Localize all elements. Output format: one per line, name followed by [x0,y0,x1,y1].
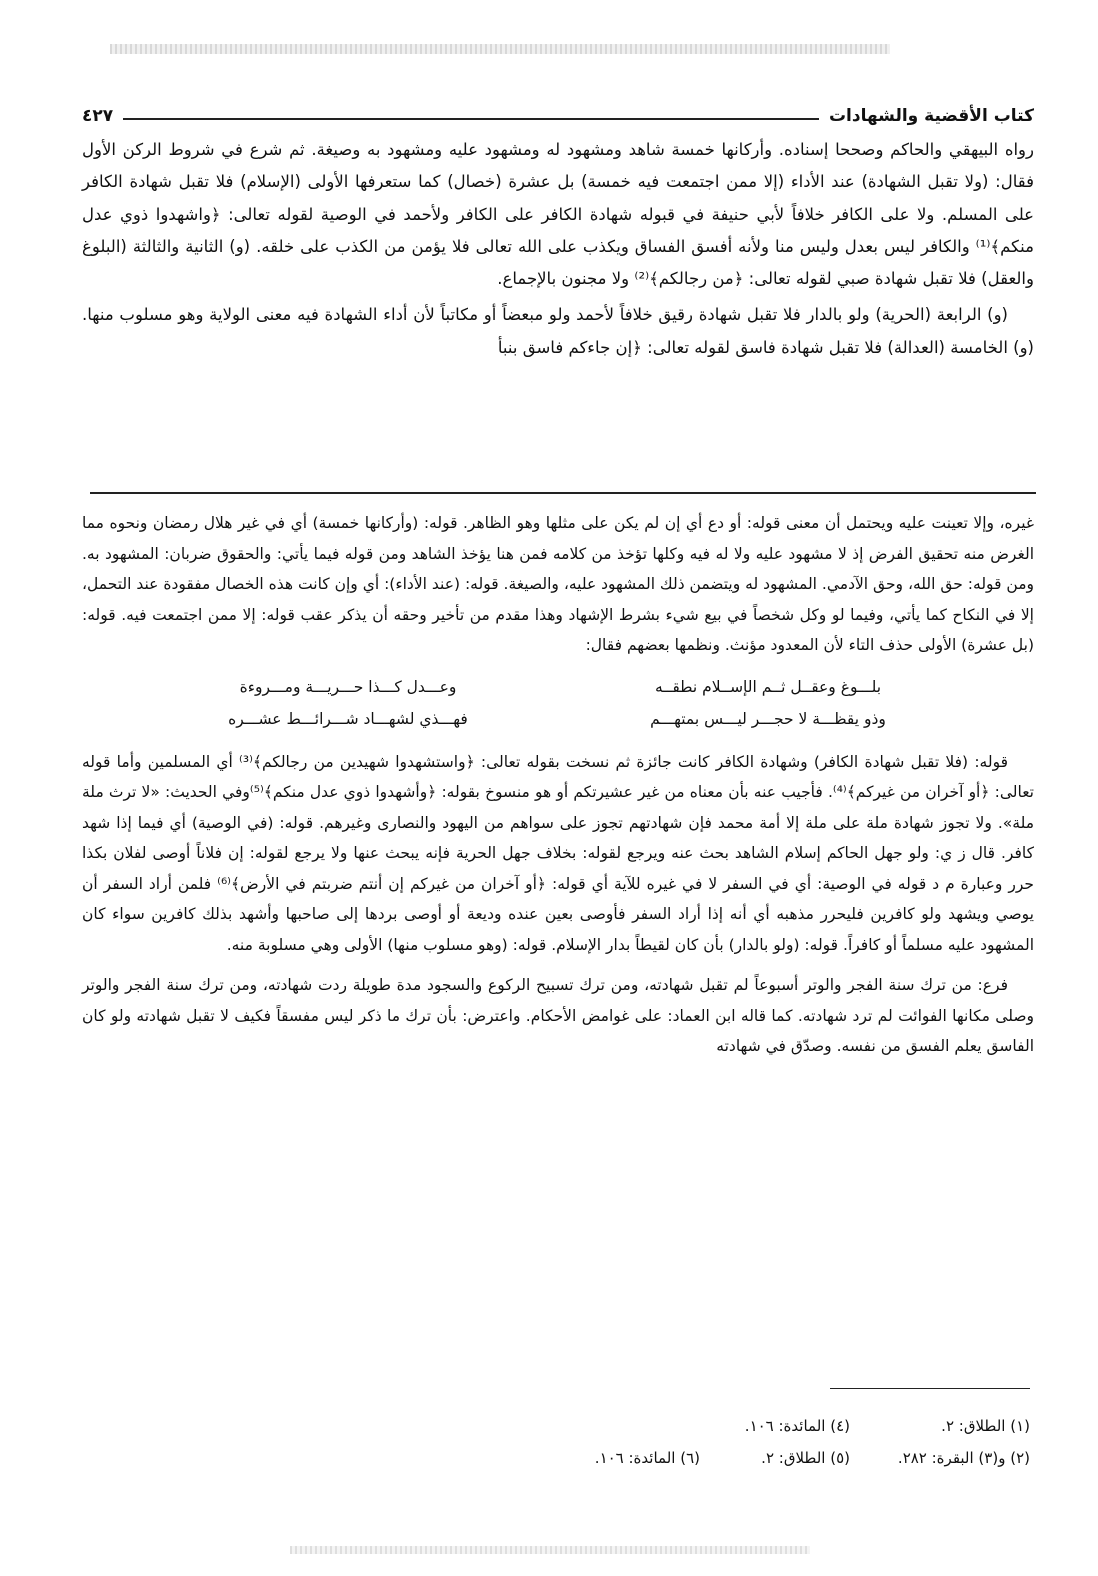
scan-artifact-bottom [290,1546,810,1554]
poem-line-1-second-half: وعـــدل كـــذا حـــريـــة ومـــروءة [239,677,457,696]
running-header [82,98,1034,126]
text-commentary-divider [90,492,1036,494]
poem-line-2 [82,703,1034,735]
main-text [82,134,1034,364]
page-number: ٤٢٧ [82,106,114,126]
book-title: كتاب الأقضية والشهادات [828,106,1034,126]
footnote-1: (١) الطلاق: ٢. [941,1417,1030,1435]
footnote-row-1 [360,1410,1030,1442]
commentary-text [82,508,1034,1062]
poem-line-2-first-half: وذو يقظـــة لا حجـــر ليـــس بمتهـــم [650,709,886,728]
poem-line-2-second-half: فهـــذي لشهـــاد شـــرائـــط عشـــره [228,709,468,728]
poem-line-1 [82,671,1034,703]
footnote-4: (٤) المائدة: ١٠٦. [744,1417,850,1435]
main-paragraph-2: (و) الرابعة (الحرية) ولو بالدار فلا تقبل شهادة رقيق خلافاً لأحمد ولو مبعضاً أو مكاتباً لأن أداء الشهادة فيه معنى الولاية وهو مسلوب منها. (و) الخامسة (العدالة) فلا تقبل شهادة فاسق لقوله تعالى: ﴿إن جاءكم فاسق بنبأ [82,305,1034,357]
scan-artifact-top [110,44,890,54]
poem-line-1-first-half: بلـــوغ وعقــل ثــم الإســلام نطقــه [654,677,882,696]
footnote-6: (٦) المائدة: ١٠٦. [594,1449,700,1467]
footnotes [360,1410,1030,1474]
footnote-row-2 [360,1442,1030,1474]
commentary-paragraph-3: فرع: من ترك سنة الفجر والوتر أسبوعاً لم تقبل شهادته، ومن ترك تسبيح الركوع والسجود مدة طويلة ردت شهادته، ومن ترك سنة الفجر والوتر وصلى مكانها الفوائت لم ترد شهادته. كما قاله ابن العماد: على غوامض الأحكام. واعترض: بأن ترك ما ذكر ليس مفسقاً فكيف لا تقبل شهادته ولو كان الفاسق يعلم الفسق من نفسه. وصدّق في شهادته [82,976,1034,1055]
commentary-paragraph-2: قوله: (فلا تقبل شهادة الكافر) وشهادة الكافر كانت جائزة ثم نسخت بقوله تعالى: ﴿واستشهدوا شهيدين من رجالكم﴾⁽³⁾ أي المسلمين وأما قوله تعالى: ﴿أو آخران من غيركم﴾⁽⁴⁾. فأجيب عنه بأن معناه من غير عشيرتكم أو هو منسوخ بقوله: ﴿وأشهدوا ذوي عدل منكم﴾⁽⁵⁾وفي الحديث: «لا ترث ملة ملة». ولا تجوز شهادة ملة على ملة إلا أمة محمد فإن شهادتهم تجوز على سواهم من اليهود والنصارى وغيرهم. قوله: (في الوصية) أي فيما إذا شهد كافر. قال ز ي: ولو جهل الحاكم إسلام الشاهد بحث عنه ويرجع لقوله: بخلاف جهل الحرية فإنه يبحث عنها ولا يرجع لقوله: إن فلاناً أوصى لفلان بكذا حرر وعبارة م د قوله في الوصية: أي في السفر لا في غيره للآية أي قوله: ﴿أو آخران من غيركم إن أنتم ضربتم في الأرض﴾⁽⁶⁾ فلمن أراد السفر أن يوصي ويشهد ولو كافرين فليحرر مذهبه أي أنه إذا أراد السفر فأوصى بعين عنده وديعة أو أوصى بردها إلى صاحبها وأشهد بذلك كافرين سواء كان المشهود عليه مسلماً أو كافراً. قوله: (ولو بالدار) بأن كان لقيطاً بدار الإسلام. قوله: (وهو مسلوب منها) الأولى وهي مسلوبة منه. [82,752,1034,954]
commentary-paragraph-1: غيره، وإلا تعينت عليه ويحتمل أن معنى قوله: أو دع أي إن لم يكن على مثلها وهو الظاهر. قوله: (وأركانها خمسة) أي في غير هلال رمضان ونحوه مما الغرض منه تحقيق الفرض إذ لا مشهود عليه ولا له فيه وكلها تؤخذ من كلامه فمن هنا يؤخذ الشاهد ومن قوله فيما يأتي: والحقوق ضربان: المشهود به. ومن قوله: حق الله، وحق الآدمي. المشهود له ويتضمن ذلك المشهود عليه، والصيغة. قوله: (عند الأداء): أي وإن كانت هذه الخصال مفقودة عند التحمل، إلا في النكاح كما يأتي، وفيما لو وكل شخصاً في بيع شيء بشرط الإشهاد وهذا مقدم من تأخير وحقه أن يذكر عقب قوله: إلا ممن اجتمعت فيه. قوله: (بل عشرة) الأولى حذف التاء لأن المعدود مؤنث. ونظمها بعضهم فقال: [82,514,1034,654]
main-paragraph-1: رواه البيهقي والحاكم وصححا إسناده. وأركانها خمسة شاهد ومشهود له ومشهود عليه ومشهود به وصيغة. ثم شرع في شروط الركن الأول فقال: (ولا تقبل الشهادة) عند الأداء (إلا ممن اجتمعت فيه خمسة) بل عشرة (خصال) كما ستعرفها الأولى (الإسلام) فلا تقبل شهادة الكافر على المسلم. ولا على الكافر خلافاً لأبي حنيفة في قبوله شهادة الكافر على الكافر ولأحمد في الوصية لقوله تعالى: ﴿واشهدوا ذوي عدل منكم﴾⁽¹⁾ والكافر ليس بعدل وليس منا ولأنه أفسق الفساق ويكذب على الله تعالى فلا يؤمن من الكذب على خلقه. (و) الثانية والثالثة (البلوغ والعقل) فلا تقبل شهادة صبي لقوله تعالى: ﴿من رجالكم﴾⁽²⁾ ولا مجنون بالإجماع. [82,140,1034,289]
poem [82,671,1034,735]
footnote-rule [830,1388,1030,1389]
footnote-5: (٥) الطلاق: ٢. [761,1449,850,1467]
footnote-2-3: (٢) و(٣) البقرة: ٢٨٢. [897,1449,1030,1467]
header-rule [123,118,819,120]
